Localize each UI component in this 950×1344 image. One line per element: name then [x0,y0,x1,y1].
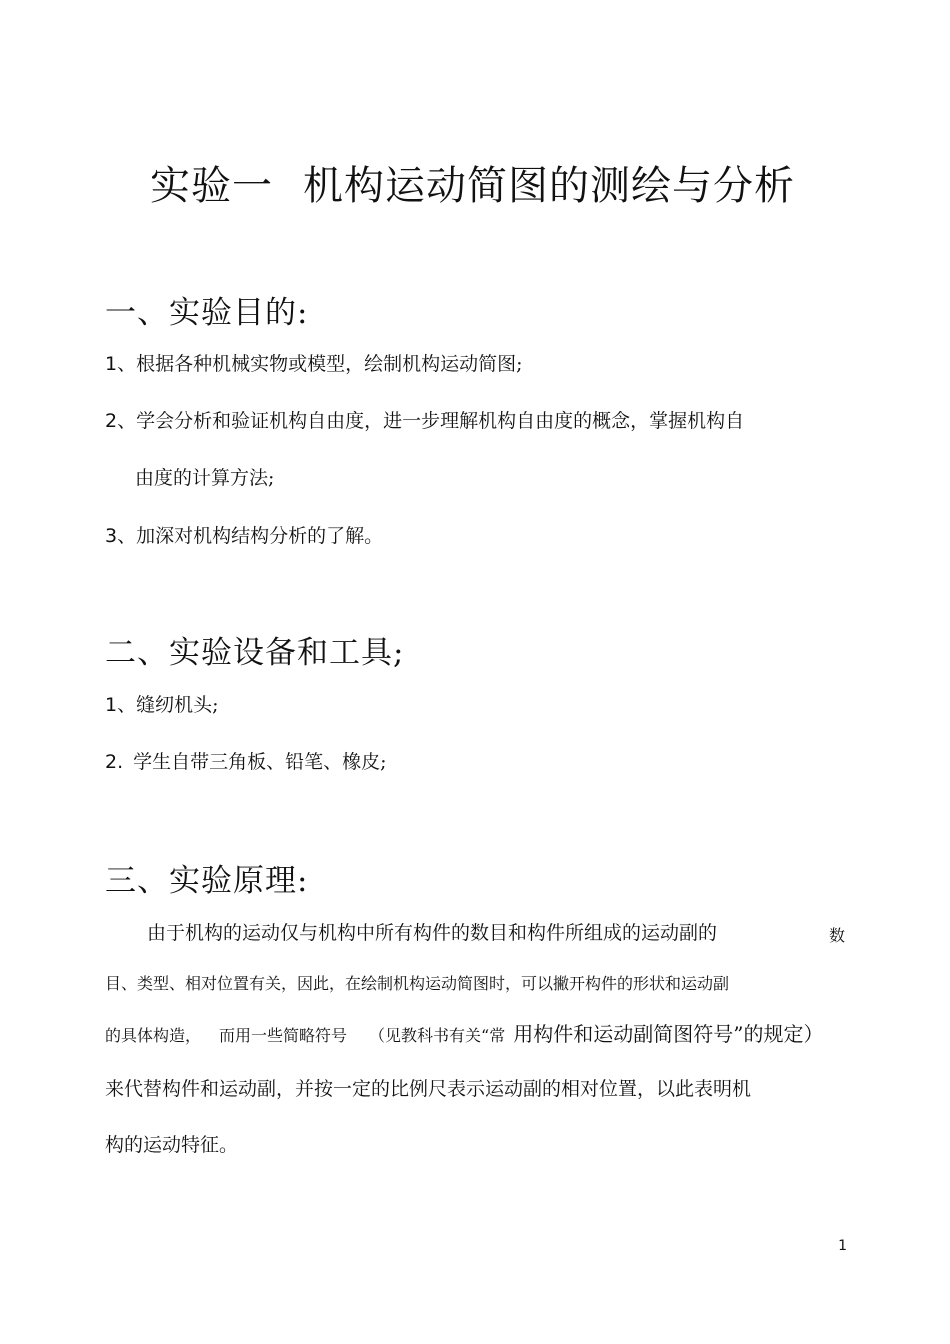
paragraph-line: 的具体构造， 而用一些简略符号 （见教科书有关“常 用构件和运动副简图符号”的规定） [105,1022,824,1046]
list-item: 3、加深对机构结构分析的了解。 [105,525,384,547]
paragraph-line: 目、类型、相对位置有关，因此，在绘制机构运动简图时，可以撇开构件的形状和运动副 [105,974,730,993]
page-title [150,158,795,214]
paragraph-line: 构的运动特征。 [105,1134,239,1156]
title-experiment-name: 机构运动简图的测绘与分析 [303,163,795,209]
section-heading-purpose: 一、实验目的: [105,295,309,331]
title-experiment-number: 实验一 [150,163,273,209]
section-heading-equipment: 二、实验设备和工具; [105,635,405,671]
list-item: 1、缝纫机头; [105,694,219,716]
section-heading-principle: 三、实验原理: [105,863,309,899]
list-item: 2、学会分析和验证机构自由度，进一步理解机构自由度的概念，掌握机构自 [105,410,745,432]
paragraph-line-fragment: 数 [829,926,846,945]
paragraph-line: 由于机构的运动仅与机构中所有构件的数目和构件所组成的运动副的 [147,922,718,944]
page-number: 1 [838,1238,847,1254]
list-item: 2. 学生自带三角板、铅笔、橡皮; [105,751,387,773]
list-item-continuation: 由度的计算方法; [135,467,275,489]
paragraph-line: 来代替构件和运动副，并按一定的比例尺表示运动副的相对位置，以此表明机 [105,1078,752,1100]
list-item: 1、根据各种机械实物或模型，绘制机构运动简图; [105,353,523,375]
